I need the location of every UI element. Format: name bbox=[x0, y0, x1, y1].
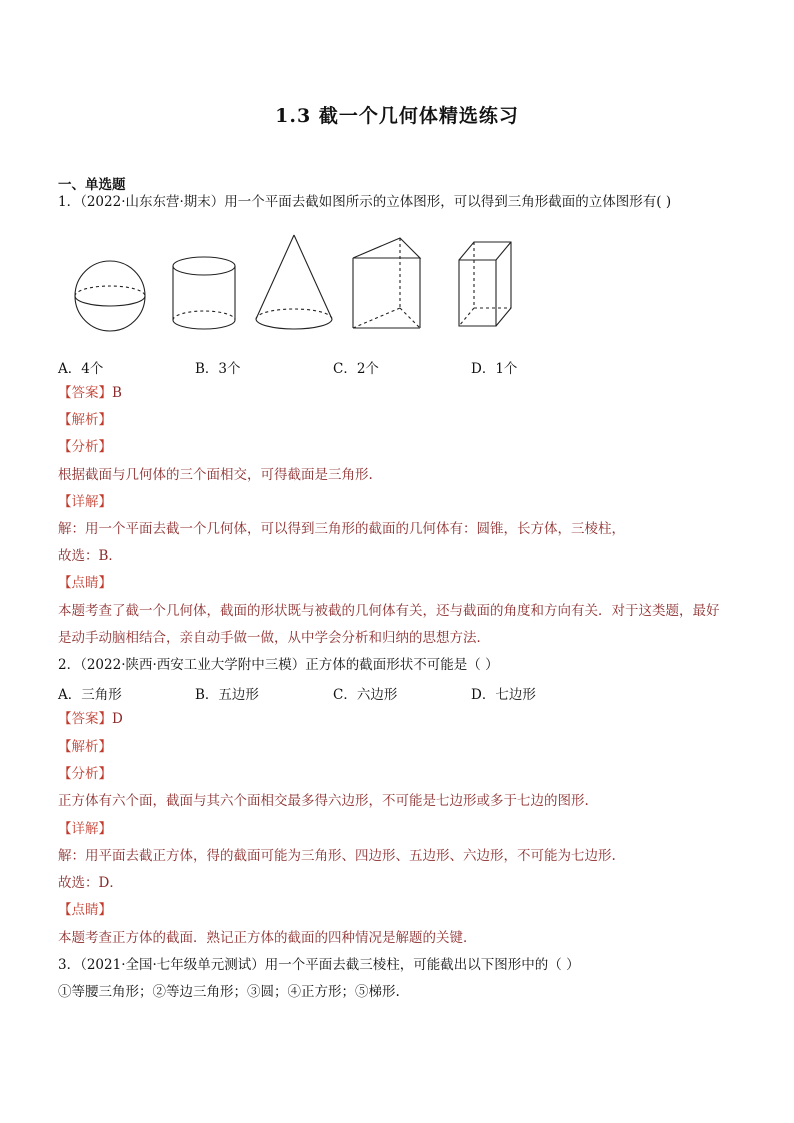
q2-option-c: C．六边形 bbox=[333, 687, 398, 703]
cylinder-icon bbox=[173, 257, 235, 329]
q2-stem: 2．（2022·陕西·西安工业大学附中三模）正方体的截面形状不可能是（ ） bbox=[58, 657, 499, 673]
q2-fenxi-text: 正方体有六个面，截面与其六个面相交最多得六边形，不可能是七边形或多于七边的图形. bbox=[58, 793, 589, 809]
q1-xiangjie-text: 解：用一个平面去截一个几何体，可以得到三角形的截面的几何体有：圆锥，长方体，三棱柱， bbox=[58, 521, 625, 537]
q1-dianjing-tag: 【点睛】 bbox=[58, 575, 112, 591]
q1-dianjing-text-1: 本题考查了截一个几何体，截面的形状既与被截的几何体有关，还与截面的角度和方向有关．对于这类题，最好 bbox=[58, 603, 720, 619]
q2-dianjing-tag: 【点睛】 bbox=[58, 902, 112, 918]
q1-fenxi-tag: 【分析】 bbox=[58, 439, 112, 455]
section-heading: 一、单选题 bbox=[58, 177, 126, 193]
q1-option-b: B．3个 bbox=[195, 361, 241, 377]
q3-stem: 3．（2021·全国·七年级单元测试）用一个平面去截三棱柱，可能截出以下图形中的（ ） bbox=[58, 957, 580, 973]
q1-stem: 1．（2022·山东东营·期末）用一个平面去截如图所示的立体图形，可以得到三角形截面的立体图形有( ) bbox=[58, 194, 672, 210]
q1-jiexi-tag: 【解析】 bbox=[58, 412, 112, 428]
q1-figures bbox=[70, 232, 530, 342]
q1-option-d: D．1个 bbox=[471, 361, 518, 377]
q1-answer bbox=[58, 384, 122, 402]
answer-value: D bbox=[112, 711, 123, 727]
q2-option-d: D．七边形 bbox=[471, 687, 536, 703]
q2-fenxi-tag: 【分析】 bbox=[58, 766, 112, 782]
cuboid-icon bbox=[459, 242, 511, 326]
q1-fenxi-text: 根据截面与几何体的三个面相交，可得截面是三角形. bbox=[58, 467, 373, 483]
cone-icon bbox=[256, 235, 332, 329]
answer-tag: 【答案】 bbox=[58, 385, 112, 401]
q2-dianjing-text: 本题考查正方体的截面．熟记正方体的截面的四种情况是解题的关键． bbox=[58, 930, 477, 946]
q2-xiangjie-text: 解：用平面去截正方体，得的截面可能为三角形、四边形、五边形、六边形，不可能为七边形. bbox=[58, 848, 616, 864]
q1-guxuan: 故选：B． bbox=[58, 548, 122, 564]
sphere-icon bbox=[75, 261, 145, 331]
q3-items: ①等腰三角形；②等边三角形；③圆；④正方形；⑤梯形. bbox=[58, 984, 400, 1000]
answer-tag: 【答案】 bbox=[58, 711, 112, 727]
q1-xiangjie-tag: 【详解】 bbox=[58, 494, 112, 510]
q2-guxuan: 故选：D． bbox=[58, 875, 123, 891]
q2-jiexi-tag: 【解析】 bbox=[58, 739, 112, 755]
q2-option-a: A．三角形 bbox=[58, 687, 122, 703]
triangular-prism-icon bbox=[353, 238, 420, 328]
q2-xiangjie-tag: 【详解】 bbox=[58, 821, 112, 837]
q1-option-c: C．2个 bbox=[333, 361, 379, 377]
q2-option-b: B．五边形 bbox=[195, 687, 259, 703]
q1-option-a: A．4个 bbox=[58, 361, 104, 377]
q1-dianjing-text-2: 是动手动脑相结合，亲自动手做一做，从中学会分析和归纳的思想方法． bbox=[58, 630, 490, 646]
page-title: 1.3 截一个几何体精选练习 bbox=[275, 105, 519, 127]
q2-answer bbox=[58, 710, 123, 728]
answer-value: B bbox=[112, 385, 122, 401]
